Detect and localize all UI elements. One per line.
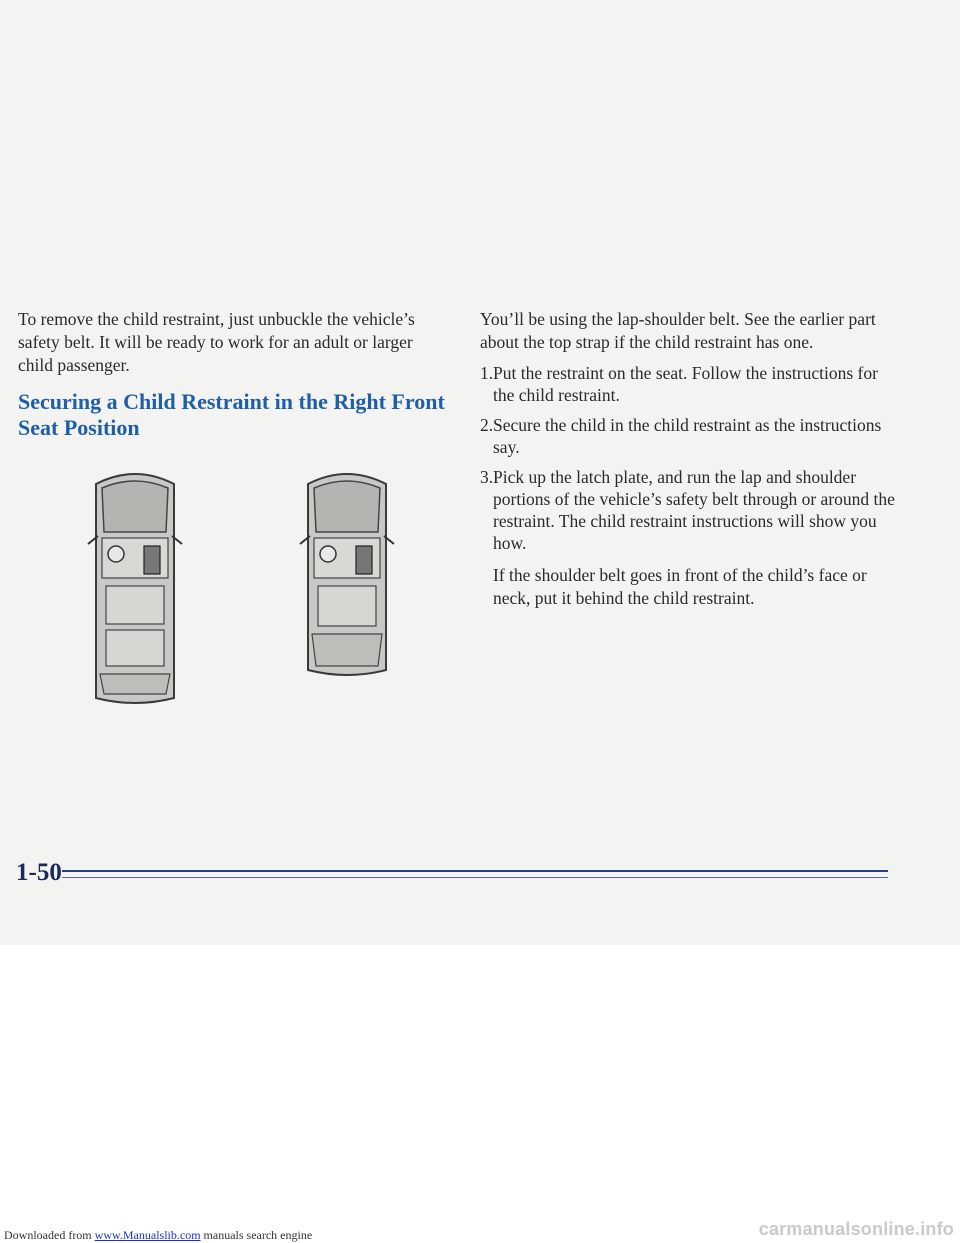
download-footer [4, 1228, 312, 1243]
footer-rule [62, 870, 888, 872]
manualslib-link[interactable]: www.Manualslib.com [94, 1228, 201, 1242]
van-diagram-regular [292, 462, 402, 684]
section-heading: Securing a Child Restraint in the Right Front Seat Position [18, 389, 445, 440]
step-number: 2. [480, 415, 494, 435]
step-text: Pick up the latch plate, and run the lap and shoulder portions of the vehicle’s safety belt through or around the restraint. The child restraint instructions will show you how. [493, 467, 895, 553]
step-note: If the shoulder belt goes in front of the child’s face or neck, put it behind the child restraint. [493, 565, 867, 608]
left-column [18, 308, 448, 441]
footer-suffix: manuals search engine [200, 1228, 313, 1242]
watermark-text: carmanualsonline.info [758, 1219, 954, 1239]
child-restraint-icon [356, 546, 372, 574]
step-item [480, 362, 900, 406]
step-item [480, 414, 900, 458]
step-item [480, 466, 900, 554]
step-number: 1. [480, 363, 494, 383]
step-text: Secure the child in the child restraint as the instructions say. [493, 415, 882, 457]
intro-paragraph: To remove the child restraint, just unbuckle the vehicle’s safety belt. It will be ready to work for an adult or larger child passenger. [18, 309, 415, 375]
child-restraint-icon [144, 546, 160, 574]
right-column [480, 308, 900, 610]
step-text: Put the restraint on the seat. Follow the instructions for the child restraint. [493, 363, 878, 405]
step-number: 3. [480, 467, 494, 487]
van-diagram-long [80, 462, 190, 712]
intro-paragraph-right: You’ll be using the lap-shoulder belt. See the earlier part about the top strap if the child restraint has one. [480, 309, 876, 352]
footer-rule-thin [62, 877, 888, 878]
footer-prefix: Downloaded from [4, 1228, 95, 1242]
page-number: 1-50 [16, 859, 62, 886]
